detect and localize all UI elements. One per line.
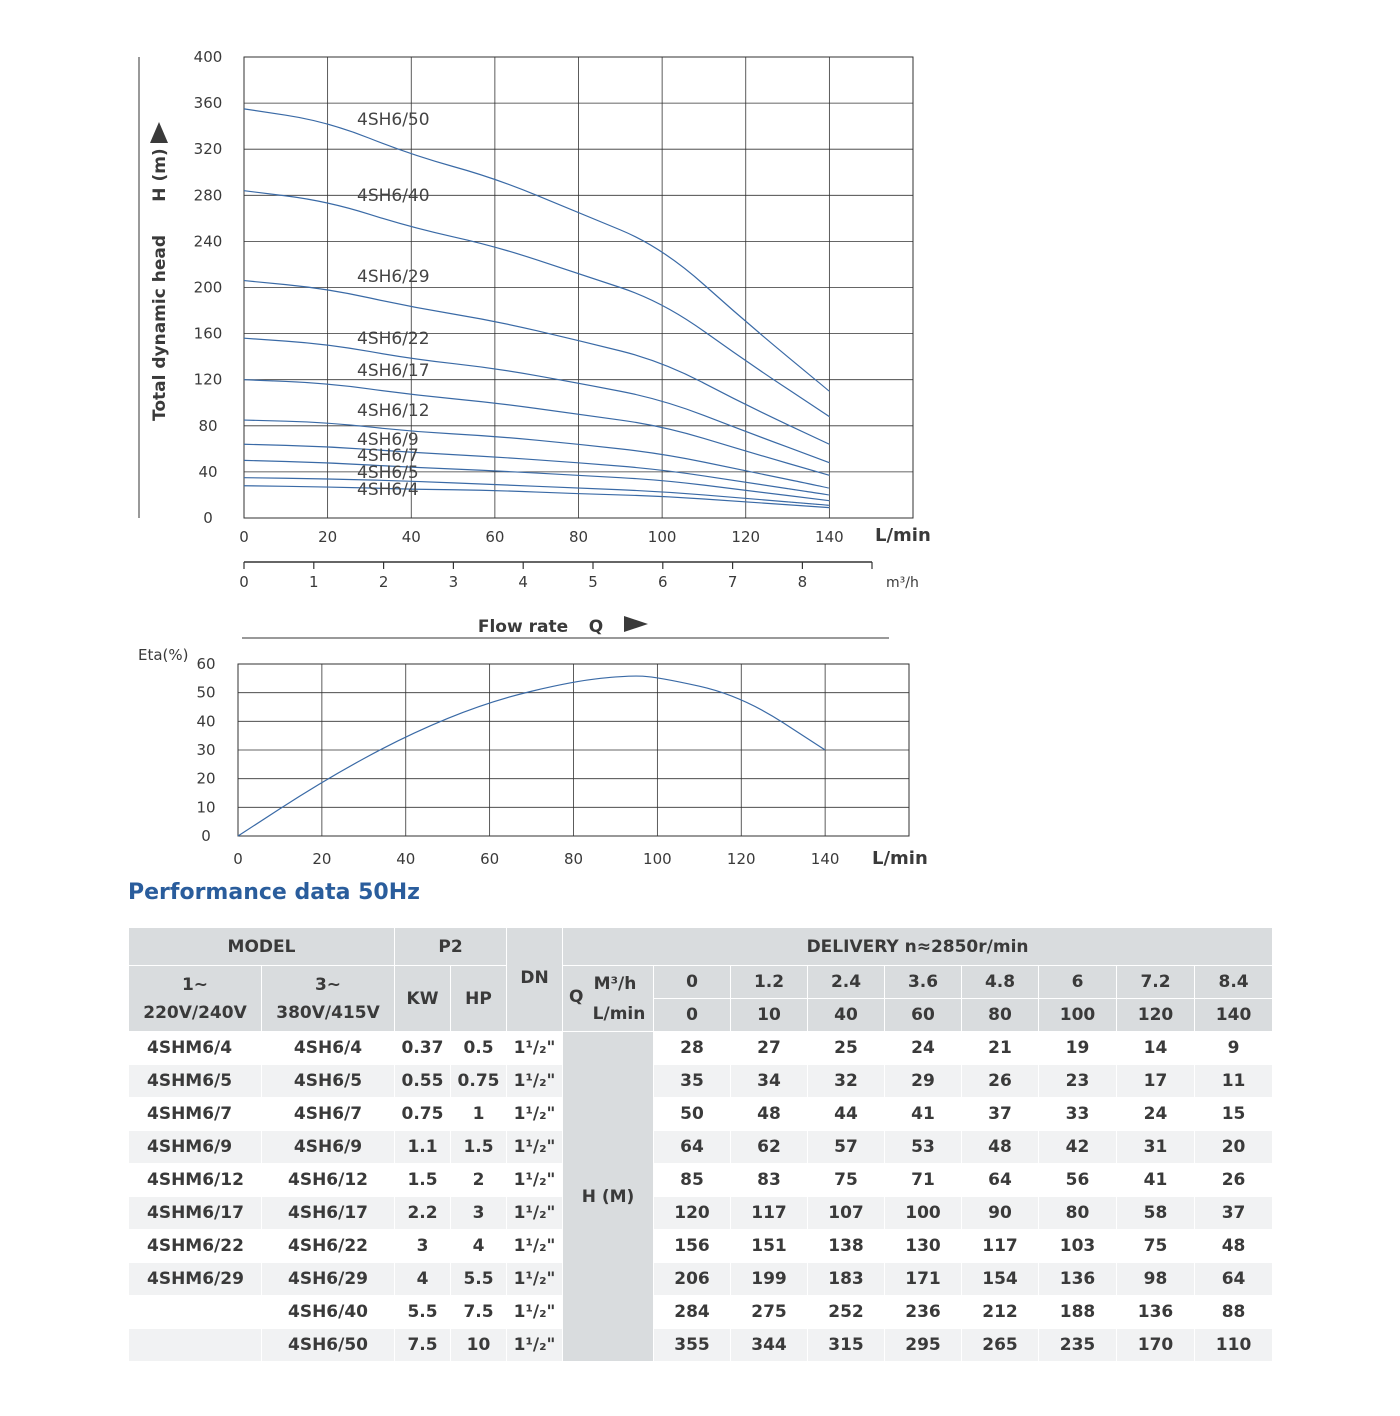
model-single-phase: 4SHM6/9 [129, 1131, 262, 1164]
x-tick-label: 100 [647, 528, 677, 546]
y-tick-label: 240 [193, 232, 223, 251]
head-value: 130 [885, 1230, 962, 1263]
y-tick-label: 360 [193, 94, 223, 113]
head-value: 9 [1195, 1032, 1273, 1065]
y-tick-label: 0 [203, 509, 213, 527]
x2-tick-label: 7 [727, 573, 738, 591]
header-kw: KW [395, 966, 451, 1032]
head-value: 19 [1039, 1032, 1117, 1065]
head-value: 100 [885, 1197, 962, 1230]
power-hp: 2 [451, 1164, 507, 1197]
power-hp: 5.5 [451, 1263, 507, 1296]
power-hp: 1 [451, 1098, 507, 1131]
model-three-phase: 4SH6/12 [262, 1164, 395, 1197]
header-three-phase [262, 966, 395, 1032]
head-value: 90 [962, 1197, 1039, 1230]
power-kw: 2.2 [395, 1197, 451, 1230]
power-kw: 0.55 [395, 1065, 451, 1098]
head-value: 315 [808, 1329, 885, 1362]
head-value: 50 [654, 1098, 731, 1131]
y-tick-label: 320 [193, 140, 223, 159]
head-value: 80 [1039, 1197, 1117, 1230]
table-row [129, 1263, 1273, 1296]
eta-x-tick-label: 120 [726, 850, 756, 868]
eta-x-tick-label: 140 [810, 850, 840, 868]
header-single-phase [129, 966, 262, 1032]
x-tick-label: 20 [318, 528, 338, 546]
header-model: MODEL [129, 928, 395, 966]
model-single-phase: 4SHM6/7 [129, 1098, 262, 1131]
head-value: 265 [962, 1329, 1039, 1362]
curve-label: 4SH6/50 [357, 110, 430, 130]
table-row [129, 1032, 1273, 1065]
model-three-phase: 4SH6/9 [262, 1131, 395, 1164]
header-delivery: DELIVERY n≈2850r/min [563, 928, 1273, 966]
head-curve-chart [0, 0, 960, 640]
x-tick-label: 120 [731, 528, 761, 546]
head-value: 120 [654, 1197, 731, 1230]
x2-tick-label: 5 [588, 573, 598, 591]
power-hp: 7.5 [451, 1296, 507, 1329]
head-value: 344 [731, 1329, 808, 1362]
flow-lmin: 100 [1039, 999, 1117, 1032]
x-tick-label: 0 [239, 528, 249, 546]
head-value: 117 [962, 1230, 1039, 1263]
dn-size: 1¹/₂" [507, 1296, 563, 1329]
model-three-phase: 4SH6/7 [262, 1098, 395, 1131]
head-value: 107 [808, 1197, 885, 1230]
head-value: 33 [1039, 1098, 1117, 1131]
eta-y-tick-label: 60 [196, 655, 216, 673]
model-single-phase [129, 1329, 262, 1362]
curve-label: 4SH6/17 [357, 361, 430, 381]
x2-tick-label: 1 [309, 573, 319, 591]
head-value: 156 [654, 1230, 731, 1263]
head-value: 275 [731, 1296, 808, 1329]
head-value: 42 [1039, 1131, 1117, 1164]
head-label: H (M) [563, 1032, 654, 1362]
model-three-phase: 4SH6/5 [262, 1065, 395, 1098]
x-tick-label: 140 [815, 528, 844, 546]
dn-size: 1¹/₂" [507, 1164, 563, 1197]
header-p2: P2 [395, 928, 507, 966]
head-value: 53 [885, 1131, 962, 1164]
model-single-phase: 4SHM6/5 [129, 1065, 262, 1098]
power-kw: 7.5 [395, 1329, 451, 1362]
y-axis-unit: H (m) [150, 148, 170, 202]
table-row [129, 1197, 1273, 1230]
dn-size: 1¹/₂" [507, 1131, 563, 1164]
curve-label: 4SH6/40 [357, 186, 430, 206]
eta-x-tick-label: 0 [233, 850, 243, 868]
head-value: 11 [1195, 1065, 1273, 1098]
table-row [129, 1329, 1273, 1362]
head-value: 15 [1195, 1098, 1273, 1131]
eta-y-tick-label: 0 [201, 827, 211, 845]
head-value: 20 [1195, 1131, 1273, 1164]
model-single-phase [129, 1296, 262, 1329]
power-kw: 4 [395, 1263, 451, 1296]
flow-lmin: 10 [731, 999, 808, 1032]
x2-tick-label: 4 [518, 573, 528, 591]
header-q [563, 966, 654, 1032]
model-single-phase: 4SHM6/12 [129, 1164, 262, 1197]
model-single-phase: 4SHM6/29 [129, 1263, 262, 1296]
eta-x-tick-label: 40 [396, 850, 416, 868]
head-value: 252 [808, 1296, 885, 1329]
flow-lmin: 140 [1195, 999, 1273, 1032]
head-value: 98 [1117, 1263, 1195, 1296]
head-value: 48 [731, 1098, 808, 1131]
dn-size: 1¹/₂" [507, 1263, 563, 1296]
head-value: 32 [808, 1065, 885, 1098]
eta-axis-title: Eta(%) [138, 646, 189, 664]
y-tick-label: 400 [193, 48, 223, 66]
x-tick-label: 80 [568, 528, 589, 546]
flow-lmin: 80 [962, 999, 1039, 1032]
head-value: 212 [962, 1296, 1039, 1329]
performance-table [128, 927, 1273, 1362]
flow-m3h: 7.2 [1117, 966, 1195, 999]
curve-label: 4SH6/5 [357, 463, 419, 483]
x-tick-label: 40 [401, 528, 421, 546]
dn-size: 1¹/₂" [507, 1098, 563, 1131]
head-value: 37 [962, 1098, 1039, 1131]
y-axis-title: Total dynamic head [150, 235, 170, 421]
header-three-phase-symbol: 3~ [314, 974, 342, 995]
header-single-phase-symbol: 1~ [181, 974, 209, 995]
power-kw: 5.5 [395, 1296, 451, 1329]
dn-size: 1¹/₂" [507, 1032, 563, 1065]
table-row [129, 1065, 1273, 1098]
power-hp: 0.5 [451, 1032, 507, 1065]
y-tick-label: 40 [198, 462, 218, 481]
power-kw: 0.37 [395, 1032, 451, 1065]
x2-tick-label: 0 [239, 573, 249, 591]
y-axis-arrow-icon [150, 122, 168, 143]
head-value: 236 [885, 1296, 962, 1329]
head-value: 41 [885, 1098, 962, 1131]
table-row [129, 1230, 1273, 1263]
table-row [129, 1164, 1273, 1197]
head-value: 110 [1195, 1329, 1273, 1362]
x-unit-primary: L/min [875, 525, 931, 546]
head-value: 206 [654, 1263, 731, 1296]
head-value: 34 [731, 1065, 808, 1098]
curve-label: 4SH6/12 [357, 401, 430, 421]
x-unit-secondary: m³/h [886, 575, 919, 591]
model-three-phase: 4SH6/40 [262, 1296, 395, 1329]
head-value: 24 [885, 1032, 962, 1065]
head-value: 75 [808, 1164, 885, 1197]
flow-m3h: 6 [1039, 966, 1117, 999]
header-three-phase-voltage: 380V/415V [276, 1002, 380, 1023]
model-three-phase: 4SH6/50 [262, 1329, 395, 1362]
head-value: 48 [1195, 1230, 1273, 1263]
model-single-phase: 4SHM6/17 [129, 1197, 262, 1230]
flow-lmin: 60 [885, 999, 962, 1032]
model-three-phase: 4SH6/29 [262, 1263, 395, 1296]
flow-m3h: 0 [654, 966, 731, 999]
power-hp: 1.5 [451, 1131, 507, 1164]
head-value: 284 [654, 1296, 731, 1329]
power-kw: 3 [395, 1230, 451, 1263]
eta-x-tick-label: 100 [643, 850, 672, 868]
model-single-phase: 4SHM6/4 [129, 1032, 262, 1065]
header-single-phase-voltage: 220V/240V [143, 1002, 247, 1023]
head-value: 138 [808, 1230, 885, 1263]
eta-x-tick-label: 60 [480, 850, 500, 868]
flow-lmin: 40 [808, 999, 885, 1032]
y-tick-label: 80 [198, 416, 218, 435]
head-value: 23 [1039, 1065, 1117, 1098]
head-value: 183 [808, 1263, 885, 1296]
head-value: 199 [731, 1263, 808, 1296]
head-value: 83 [731, 1164, 808, 1197]
flow-lmin: 0 [654, 999, 731, 1032]
model-single-phase: 4SHM6/22 [129, 1230, 262, 1263]
head-value: 41 [1117, 1164, 1195, 1197]
head-value: 26 [1195, 1164, 1273, 1197]
head-value: 151 [731, 1230, 808, 1263]
header-q-symbol: Q [569, 986, 584, 1007]
head-value: 64 [654, 1131, 731, 1164]
head-value: 85 [654, 1164, 731, 1197]
head-value: 37 [1195, 1197, 1273, 1230]
model-three-phase: 4SH6/4 [262, 1032, 395, 1065]
model-three-phase: 4SH6/17 [262, 1197, 395, 1230]
flow-lmin: 120 [1117, 999, 1195, 1032]
curve-label: 4SH6/9 [357, 430, 419, 450]
head-value: 235 [1039, 1329, 1117, 1362]
curve-label: 4SH6/4 [357, 480, 419, 500]
y-tick-label: 120 [193, 370, 223, 389]
head-value: 71 [885, 1164, 962, 1197]
head-value: 62 [731, 1131, 808, 1164]
eta-y-tick-label: 30 [196, 741, 216, 759]
curve-label: 4SH6/7 [357, 446, 419, 466]
eta-y-tick-label: 40 [196, 712, 216, 731]
head-value: 35 [654, 1065, 731, 1098]
flow-m3h: 4.8 [962, 966, 1039, 999]
flow-m3h: 8.4 [1195, 966, 1273, 999]
head-value: 58 [1117, 1197, 1195, 1230]
head-value: 25 [808, 1032, 885, 1065]
head-value: 355 [654, 1329, 731, 1362]
x-axis-symbol: Q [588, 617, 604, 637]
head-value: 117 [731, 1197, 808, 1230]
dn-size: 1¹/₂" [507, 1065, 563, 1098]
power-kw: 1.5 [395, 1164, 451, 1197]
head-value: 21 [962, 1032, 1039, 1065]
head-value: 170 [1117, 1329, 1195, 1362]
power-hp: 0.75 [451, 1065, 507, 1098]
head-value: 29 [885, 1065, 962, 1098]
x2-tick-label: 2 [378, 573, 389, 591]
y-tick-label: 160 [193, 324, 223, 343]
head-value: 136 [1039, 1263, 1117, 1296]
head-value: 27 [731, 1032, 808, 1065]
x2-tick-label: 3 [448, 573, 459, 591]
eta-x-unit: L/min [872, 848, 928, 869]
x2-tick-label: 8 [797, 573, 808, 591]
table-row [129, 1296, 1273, 1329]
flow-m3h: 3.6 [885, 966, 962, 999]
eta-y-tick-label: 10 [196, 798, 216, 817]
performance-title: Performance data 50Hz [128, 880, 420, 905]
efficiency-chart [0, 630, 960, 880]
head-value: 28 [654, 1032, 731, 1065]
head-value: 31 [1117, 1131, 1195, 1164]
eta-y-tick-label: 20 [196, 769, 216, 788]
y-tick-label: 280 [193, 186, 223, 205]
curve-label: 4SH6/22 [357, 329, 430, 349]
power-kw: 0.75 [395, 1098, 451, 1131]
head-value: 56 [1039, 1164, 1117, 1197]
head-value: 188 [1039, 1296, 1117, 1329]
head-value: 24 [1117, 1098, 1195, 1131]
table-row [129, 1098, 1273, 1131]
power-hp: 10 [451, 1329, 507, 1362]
power-hp: 3 [451, 1197, 507, 1230]
head-value: 103 [1039, 1230, 1117, 1263]
head-value: 136 [1117, 1296, 1195, 1329]
header-lmin: L/min [592, 1003, 646, 1024]
dn-size: 1¹/₂" [507, 1197, 563, 1230]
flow-m3h: 1.2 [731, 966, 808, 999]
head-value: 44 [808, 1098, 885, 1131]
head-value: 295 [885, 1329, 962, 1362]
header-dn: DN [507, 928, 563, 1032]
eta-x-tick-label: 80 [563, 850, 584, 868]
head-value: 171 [885, 1263, 962, 1296]
dn-size: 1¹/₂" [507, 1230, 563, 1263]
power-kw: 1.1 [395, 1131, 451, 1164]
dn-size: 1¹/₂" [507, 1329, 563, 1362]
table-row [129, 1131, 1273, 1164]
model-three-phase: 4SH6/22 [262, 1230, 395, 1263]
head-value: 48 [962, 1131, 1039, 1164]
x-tick-label: 60 [485, 528, 505, 546]
flow-m3h: 2.4 [808, 966, 885, 999]
x-axis-title: Flow rate [477, 617, 569, 637]
head-value: 64 [1195, 1263, 1273, 1296]
power-hp: 4 [451, 1230, 507, 1263]
x2-tick-label: 6 [658, 573, 668, 591]
header-hp: HP [451, 966, 507, 1032]
head-value: 64 [962, 1164, 1039, 1197]
head-value: 154 [962, 1263, 1039, 1296]
header-m3h: M³/h [593, 973, 637, 994]
head-value: 26 [962, 1065, 1039, 1098]
head-value: 75 [1117, 1230, 1195, 1263]
head-value: 17 [1117, 1065, 1195, 1098]
eta-x-tick-label: 20 [312, 850, 332, 868]
head-value: 88 [1195, 1296, 1273, 1329]
eta-y-tick-label: 50 [196, 683, 216, 702]
curve-label: 4SH6/29 [357, 267, 430, 287]
y-tick-label: 200 [193, 278, 223, 297]
head-value: 14 [1117, 1032, 1195, 1065]
head-value: 57 [808, 1131, 885, 1164]
